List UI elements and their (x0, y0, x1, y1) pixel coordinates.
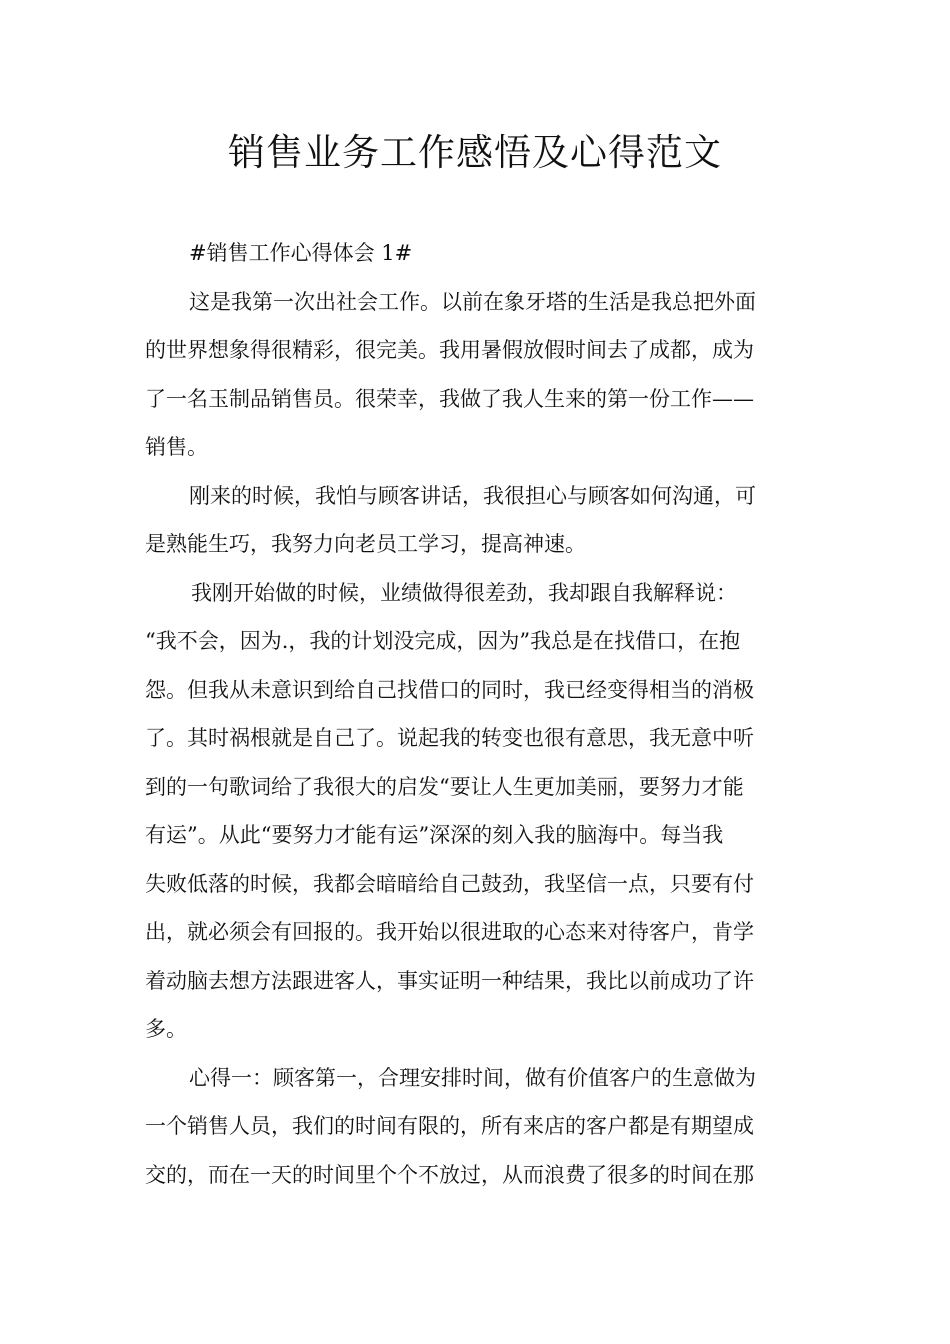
paragraph-line: 到的一句歌词给了我很大的启发“要让人生更加美丽，要努力才能 (145, 774, 744, 799)
paragraph-4 (145, 1054, 805, 1200)
paragraph-line: 着动脑去想方法跟进客人，事实证明一种结果，我比以前成功了许 (145, 968, 754, 993)
paragraph-2 (145, 472, 805, 569)
paragraph-3 (145, 569, 805, 1054)
paragraph-line: 一个销售人员，我们的时间有限的，所有来店的客户都是有期望成 (145, 1114, 754, 1138)
document-title: 销售业务工作感悟及心得范文 (228, 131, 722, 174)
section-heading: #销售工作心得体会 1# (189, 241, 413, 265)
paragraph-line: 是熟能生巧，我努力向老员工学习，提高神速。 (145, 532, 586, 556)
paragraph-line: 交的，而在一天的时间里个个不放过，从而浪费了很多的时间在那 (145, 1162, 754, 1187)
paragraph-line: 失败低落的时候，我都会暗暗给自己鼓劲，我坚信一点，只要有付 (145, 871, 754, 896)
document-body (145, 229, 805, 1199)
paragraph-line: 心得一：顾客第一，合理安排时间，做有价值客户的生意做为 (189, 1065, 756, 1090)
paragraph-line: “我不会，因为.，我的计划没完成，因为”我总是在找借口，在抱 (145, 629, 741, 653)
paragraph-line: 销售。 (145, 435, 208, 459)
paragraph-line: 怨。但我从未意识到给自己找借口的同时，我已经变得相当的消极 (145, 677, 754, 702)
paragraph-line: 刚来的时候，我怕与顾客讲话，我很担心与顾客如何沟通，可 (189, 483, 756, 508)
paragraph-line: 了一名玉制品销售员。很荣幸，我做了我人生来的第一份工作—— (145, 386, 754, 411)
paragraph-1 (145, 278, 805, 472)
paragraph-line: 出，就必须会有回报的。我开始以很进取的心态来对待客户，肯学 (145, 920, 754, 944)
paragraph-line: 的世界想象得很精彩，很完美。我用暑假放假时间去了成都，成为 (145, 338, 754, 362)
paragraph-line: 了。其时祸根就是自己了。说起我的转变也很有意思，我无意中听 (145, 726, 754, 750)
paragraph-line: 这是我第一次出社会工作。以前在象牙塔的生活是我总把外面 (189, 289, 756, 314)
paragraph-line: 多。 (145, 1017, 187, 1041)
paragraph-line: 我刚开始做的时候，业绩做得很差劲，我却跟自我解释说： (191, 580, 737, 605)
paragraph-line: 有运”。从此“要努力才能有运”深深的刻入我的脑海中。每当我 (145, 823, 724, 847)
